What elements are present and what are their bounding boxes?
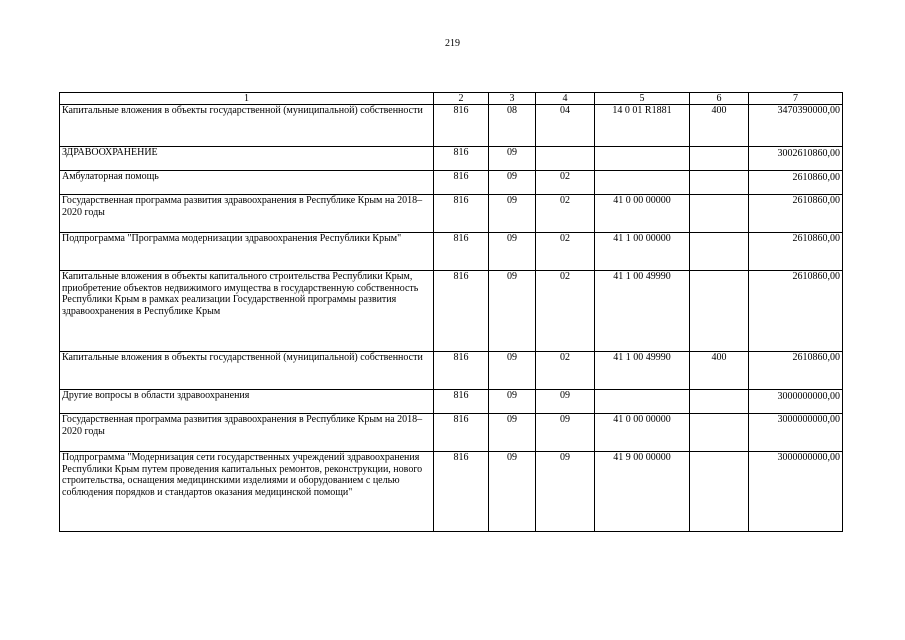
row-section: 09	[489, 195, 536, 233]
row-kind	[690, 147, 749, 171]
budget-table	[59, 92, 843, 532]
row-code: 816	[434, 233, 489, 271]
row-section: 09	[489, 414, 536, 452]
row-kind	[690, 390, 749, 414]
row-name: Амбулаторная помощь	[60, 171, 434, 195]
row-amount: 3000000000,00	[749, 414, 843, 452]
table-row	[60, 271, 843, 352]
row-target: 41 0 00 00000	[595, 414, 690, 452]
table-row	[60, 352, 843, 390]
row-section: 09	[489, 233, 536, 271]
row-subsection: 02	[536, 195, 595, 233]
table-row	[60, 233, 843, 271]
row-code: 816	[434, 171, 489, 195]
row-name: Подпрограмма "Программа модернизации здравоохранения Республики Крым"	[60, 233, 434, 271]
row-subsection: 02	[536, 233, 595, 271]
row-code: 816	[434, 390, 489, 414]
row-subsection: 04	[536, 105, 595, 147]
row-target	[595, 147, 690, 171]
row-code: 816	[434, 352, 489, 390]
table-header-row	[60, 93, 843, 105]
row-code: 816	[434, 271, 489, 352]
row-target: 41 1 00 49990	[595, 352, 690, 390]
row-target: 41 9 00 00000	[595, 452, 690, 532]
table-row	[60, 390, 843, 414]
row-name: Капитальные вложения в объекты государственной (муниципальной) собственности	[60, 105, 434, 147]
table-row	[60, 105, 843, 147]
row-target: 41 1 00 00000	[595, 233, 690, 271]
header-cell: 6	[690, 93, 749, 105]
row-name: Подпрограмма "Модернизация сети государственных учреждений здравоохранения Республики Крым путем проведения капитальных ремонтов, реконструкции, нового строительства, оснащения медицинскими изделиями и оборудованием с целью соблюдения порядков и стандартов оказания медицинской помощи"	[60, 452, 434, 532]
row-subsection: 09	[536, 414, 595, 452]
table-row	[60, 147, 843, 171]
row-section: 09	[489, 147, 536, 171]
row-amount: 2610860,00	[749, 171, 843, 195]
row-kind	[690, 452, 749, 532]
row-kind	[690, 414, 749, 452]
row-name: Капитальные вложения в объекты капитального строительства Республики Крым, приобретение объектов недвижимого имущества в государственную собственность Республики Крым в рамках реализации Государственной программы развития здравоохранения в Республике Крым	[60, 271, 434, 352]
page-number: 219	[445, 38, 460, 49]
table-row	[60, 195, 843, 233]
row-code: 816	[434, 452, 489, 532]
row-kind: 400	[690, 352, 749, 390]
row-amount: 3000000000,00	[749, 390, 843, 414]
header-cell: 4	[536, 93, 595, 105]
row-amount: 3470390000,00	[749, 105, 843, 147]
row-target	[595, 171, 690, 195]
row-subsection: 02	[536, 271, 595, 352]
header-cell: 7	[749, 93, 843, 105]
row-section: 09	[489, 171, 536, 195]
row-section: 08	[489, 105, 536, 147]
header-cell: 2	[434, 93, 489, 105]
row-code: 816	[434, 195, 489, 233]
row-amount: 2610860,00	[749, 271, 843, 352]
header-cell: 1	[60, 93, 434, 105]
row-target: 41 1 00 49990	[595, 271, 690, 352]
table-row	[60, 171, 843, 195]
row-subsection: 09	[536, 390, 595, 414]
row-section: 09	[489, 390, 536, 414]
row-amount: 2610860,00	[749, 352, 843, 390]
row-subsection: 02	[536, 352, 595, 390]
row-subsection: 09	[536, 452, 595, 532]
row-target: 41 0 00 00000	[595, 195, 690, 233]
row-amount: 2610860,00	[749, 233, 843, 271]
table-row	[60, 414, 843, 452]
row-kind	[690, 233, 749, 271]
row-code: 816	[434, 147, 489, 171]
row-code: 816	[434, 414, 489, 452]
row-section: 09	[489, 452, 536, 532]
row-amount: 3000000000,00	[749, 452, 843, 532]
row-code: 816	[434, 105, 489, 147]
header-cell: 5	[595, 93, 690, 105]
row-target	[595, 390, 690, 414]
row-amount: 2610860,00	[749, 195, 843, 233]
row-target: 14 0 01 R1881	[595, 105, 690, 147]
header-cell: 3	[489, 93, 536, 105]
row-amount: 3002610860,00	[749, 147, 843, 171]
row-kind	[690, 195, 749, 233]
row-name: Государственная программа развития здравоохранения в Республике Крым на 2018–2020 годы	[60, 414, 434, 452]
row-section: 09	[489, 352, 536, 390]
row-kind	[690, 171, 749, 195]
row-section: 09	[489, 271, 536, 352]
row-kind	[690, 271, 749, 352]
row-name: ЗДРАВООХРАНЕНИЕ	[60, 147, 434, 171]
row-subsection: 02	[536, 171, 595, 195]
row-name: Капитальные вложения в объекты государственной (муниципальной) собственности	[60, 352, 434, 390]
table-row	[60, 452, 843, 532]
row-name: Другие вопросы в области здравоохранения	[60, 390, 434, 414]
row-kind: 400	[690, 105, 749, 147]
row-name: Государственная программа развития здравоохранения в Республике Крым на 2018–2020 годы	[60, 195, 434, 233]
row-subsection	[536, 147, 595, 171]
